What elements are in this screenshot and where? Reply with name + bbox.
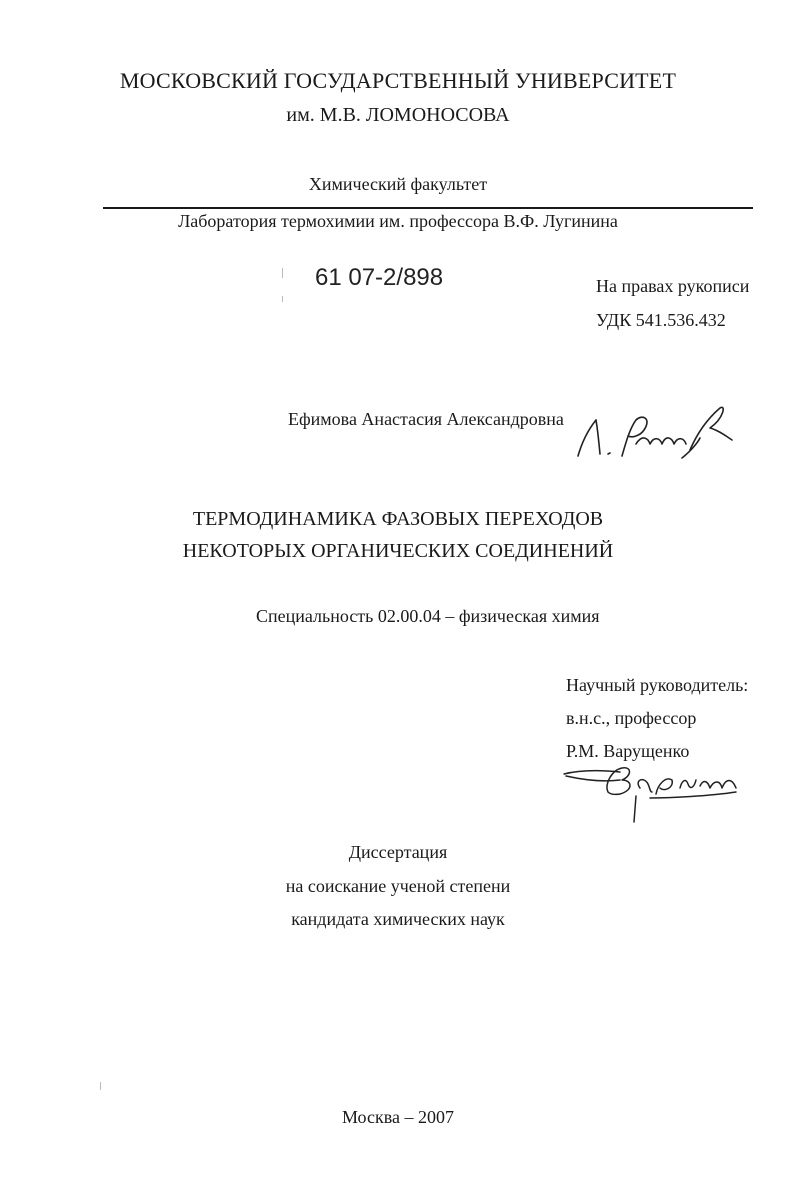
author-signature	[572, 398, 742, 468]
laboratory-name: Лаборатория термохимии им. профессора В.Ф. Лугинина	[178, 211, 618, 231]
udc-code: УДК 541.536.432	[596, 310, 726, 330]
supervisor-name: Р.М. Варущенко	[566, 741, 690, 761]
scan-speck	[282, 268, 283, 278]
degree-name: кандидата химических наук	[291, 909, 505, 929]
scan-speck	[282, 296, 283, 302]
degree-purpose: на соискание ученой степени	[285, 876, 511, 896]
university-name: МОСКОВСКИЙ ГОСУДАРСТВЕННЫЙ УНИВЕРСИТЕТ	[119, 68, 677, 93]
supervisor-signature	[560, 758, 750, 828]
manuscript-rights: На правах рукописи	[596, 276, 750, 296]
supervisor-label: Научный руководитель:	[566, 675, 749, 695]
dissertation-title-line-1: ТЕРМОДИНАМИКА ФАЗОВЫХ ПЕРЕХОДОВ	[192, 508, 604, 530]
scan-speck	[100, 1082, 101, 1090]
faculty-name: Химический факультет	[308, 174, 488, 194]
header-divider	[103, 207, 753, 209]
catalog-stamp: 61 07-2/898	[315, 264, 444, 291]
author-name: Ефимова Анастасия Александровна	[288, 409, 564, 429]
supervisor-position: в.н.с., профессор	[566, 708, 697, 728]
dissertation-title-line-2: НЕКОТОРЫХ ОРГАНИЧЕСКИХ СОЕДИНЕНИЙ	[182, 540, 614, 562]
dissertation-label: Диссертация	[348, 842, 448, 862]
specialty: Специальность 02.00.04 – физическая химия	[256, 606, 600, 626]
city-year: Москва – 2007	[342, 1107, 454, 1127]
university-named-after: им. М.В. ЛОМОНОСОВА	[286, 104, 510, 126]
